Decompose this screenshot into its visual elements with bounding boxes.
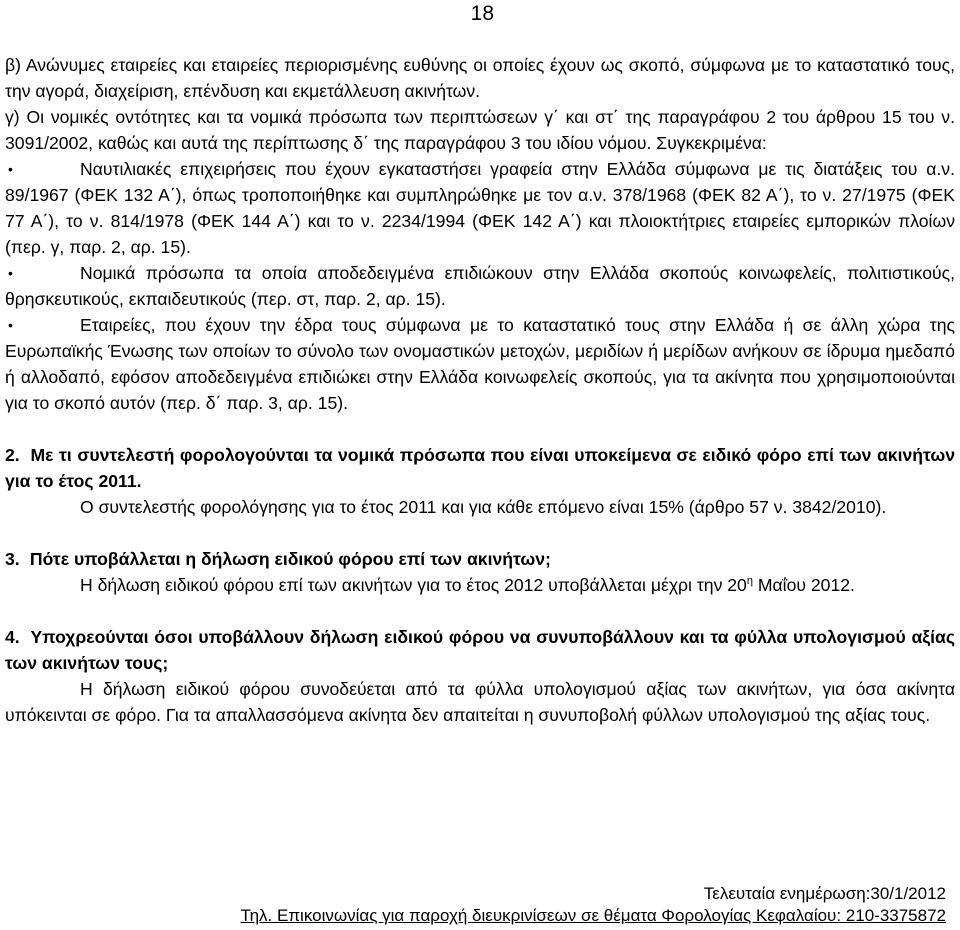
question-answer: Η δήλωση ειδικού φόρου επί των ακινήτων για το έτος 2012 υποβάλλεται μέχρι την $20^\eta$ Μαΐου 2012.: [80, 575, 855, 595]
question-number: 2.: [5, 445, 20, 465]
paragraph-b: β) Ανώνυμες εταιρείες και εταιρείες περιορισμένης ευθύνης οι οποίες έχουν ως σκοπό, σύμφωνα με το καταστατικό τους, την αγορά, διαχείριση, επένδυση και εκμετάλλευση ακινήτων.: [5, 55, 955, 101]
question-heading: [5, 624, 955, 676]
question-title: Υποχρεούνται όσοι υποβάλλουν δήλωση ειδικού φόρου να συνυποβάλλουν και τα φύλλα υπολογισμού αξίας των ακινήτων τους;: [5, 627, 955, 673]
last-updated: Τελευταία ενημέρωση:30/1/2012: [703, 884, 946, 903]
document-body: [5, 52, 955, 728]
question-number: 4.: [5, 627, 20, 647]
question-title: Με τι συντελεστή φορολογούνται τα νομικά πρόσωπα που είναι υποκείμενα σε ειδικό φόρο επί των ακινήτων για το έτος 2011.: [5, 445, 956, 491]
bullet-item: [5, 312, 955, 416]
bullet-icon: •: [8, 317, 13, 333]
ordinal-superscript: η: [746, 575, 753, 588]
question-title: Πότε υποβάλλεται η δήλωση ειδικού φόρου επί των ακινήτων;: [29, 549, 551, 569]
page-number: 18: [470, 2, 494, 25]
bullet-item: [5, 260, 955, 312]
question-answer: Η δήλωση ειδικού φόρου συνοδεύεται από τα φύλλα υπολογισμού αξίας των ακινήτων, για όσα ακίνητα υπόκεινται σε φόρο. Για τα απαλλασσόμενα ακίνητα δεν απαιτείται η συνυποβολή φύλλων υπολογισμού της αξίας τους.: [5, 679, 955, 725]
paragraph-c: γ) Οι νομικές οντότητες και τα νομικά πρόσωπα των περιπτώσεων γ΄ και στ΄ της παραγράφου 2 του άρθρου 15 του ν. 3091/2002, καθώς και αυτά της περίπτωσης δ΄ της παραγράφου 3 του ιδίου νόμου. Συγκεκριμένα:: [5, 107, 955, 153]
contact-phone: Τηλ. Επικοινωνίας για παροχή διευκρινίσεων σε θέματα Φορολογίας Κεφαλαίου: 210-3375872: [240, 906, 946, 925]
question-heading: [5, 442, 955, 494]
question-number: 3.: [5, 549, 20, 569]
question-heading: [5, 546, 955, 572]
bullet-text: Ναυτιλιακές επιχειρήσεις που έχουν εγκαταστήσει γραφεία στην Ελλάδα σύμφωνα με τις διατάξεις του α.ν. 89/1967 (ΦΕΚ 132 Α΄), όπως τροποποιήθηκε και συμπληρώθηκε με τον α.ν. 378/1968 (ΦΕΚ 82 Α΄), το ν. 27/1975 (ΦΕΚ 77 Α΄), το ν. 814/1978 (ΦΕΚ 144 Α΄) και το ν. 2234/1994 (ΦΕΚ 142 Α΄) και πλοιοκτήτριες εταιρείες εμπορικών πλοίων (περ. γ, παρ. 2, αρ. 15).: [5, 159, 955, 257]
bullet-text: Εταιρείες, που έχουν την έδρα τους σύμφωνα με το καταστατικό τους στην Ελλάδα ή σε άλλη χώρα της Ευρωπαϊκής Ένωσης των οποίων το σύνολο των ονομαστικών μετοχών, μεριδίων ή μερίδων ανήκουν σε ίδρυμα ημεδαπό ή αλλοδαπό, εφόσον αποδεδειγμένα επιδιώκει στην Ελλάδα κοινωφελείς σκοπούς, για τα ακίνητα που χρησιμοποιούνται για το σκοπό αυτόν (περ. δ΄ παρ. 3, αρ. 15).: [5, 315, 955, 413]
bullet-item: [5, 156, 955, 260]
question-answer: Ο συντελεστής φορολόγησης για το έτος 2011 και για κάθε επόμενο είναι 15% (άρθρο 57 ν. 3842/2010).: [80, 497, 887, 517]
bullet-icon: •: [8, 265, 13, 281]
bullet-icon: •: [8, 161, 13, 177]
bullet-text: Νομικά πρόσωπα τα οποία αποδεδειγμένα επιδιώκουν στην Ελλάδα σκοπούς κοινωφελείς, πολιτιστικούς, θρησκευτικούς, εκπαιδευτικούς (περ. στ, παρ. 2, αρ. 15).: [5, 263, 955, 309]
